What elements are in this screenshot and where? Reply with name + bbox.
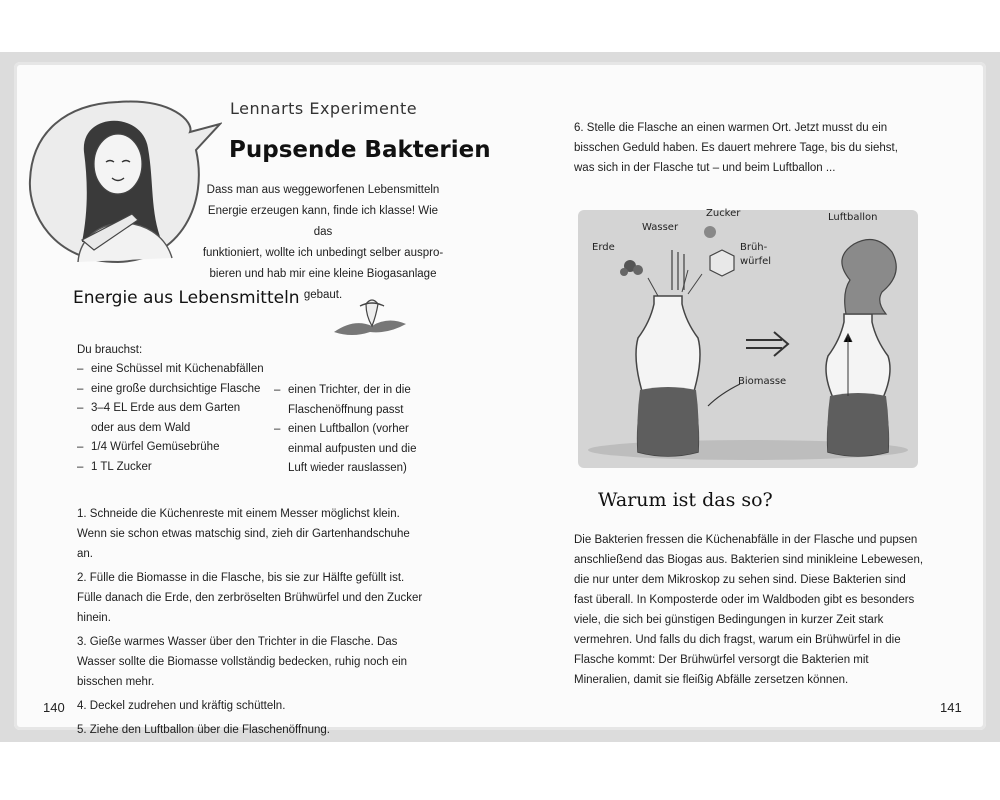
label-bruehwuerfel-2: würfel (740, 256, 772, 267)
step: 3. Gieße warmes Wasser über den Trichter in die Flasche. Das Wasser sollte die Biomasse vollständig bedecken, ruhig noch ein bisschen mehr. (77, 636, 408, 688)
bottle-illustration (578, 200, 918, 480)
label-biomasse: Biomasse (738, 376, 787, 387)
page-title: Pupsende Bakterien (229, 137, 491, 163)
materials-list-1 (77, 360, 267, 477)
section-heading-warum: Warum ist das so? (598, 489, 773, 511)
list-item: – 1/4 Würfel Gemüsebrühe (77, 438, 267, 458)
list-item: – eine große durchsichtige Flasche (77, 380, 267, 400)
speech-bubble-illustration (22, 92, 222, 272)
biomasse-fill (637, 387, 698, 456)
page-number-right: 141 (940, 700, 962, 715)
face-shape (94, 134, 142, 194)
label-wasser: Wasser (642, 222, 679, 233)
instruction-steps (77, 504, 427, 744)
step: 1. Schneide die Küchenreste mit einem Messer möglichst klein. Wenn sie schon etwas matschig sind, zieh dir Gartenhandschuhe an. (77, 508, 410, 560)
step: 5. Ziehe den Luftballon über die Flaschenöffnung. (77, 724, 330, 736)
series-title: Lennarts Experimente (230, 99, 418, 118)
step: 2. Fülle die Biomasse in die Flasche, bis sie zur Hälfte gefüllt ist. Fülle danach die Erde, den zerbröselten Brühwürfel und den Zucker hinein. (77, 572, 423, 624)
list-item: – einen Luftballon (vorher einmal aufpusten und die Luft wieder rauslassen) (274, 420, 434, 479)
list-item: – eine Schüssel mit Küchenabfällen (77, 360, 267, 380)
step-6: 6. Stelle die Flasche an einen warmen Ort. Jetzt musst du ein bisschen Geduld haben. Es dauert mehrere Tage, bis du siehst, was sich in der Flasche tut – und beim Luftballon ... (574, 122, 898, 174)
needs-label: Du brauchst: (77, 344, 143, 356)
list-item: – 3–4 EL Erde aus dem Garten oder aus dem Wald (77, 399, 267, 438)
label-erde: Erde (592, 242, 615, 253)
materials-list-2 (274, 381, 434, 479)
intro-text: Dass man aus weggeworfenen Lebensmitteln Energie erzeugen kann, finde ich klasse! Wie das funktioniert, wollte ich unbedingt selber auspro- bieren und hab mir eine kleine Biogasanlage gebaut. (202, 184, 444, 301)
explanation-text: Die Bakterien fressen die Küchenabfälle in der Flasche und pupsen anschließend das Biogas aus. Bakterien sind minikleine Lebewesen, die nur unter dem Mikroskop zu sehen sind. Diese Bakterien sind fast überall. In Komposterde oder im Waldboden gibt es besonders viele, die sich bei günstigen Bedingungen in kurzer Zeit stark vermehren. Und falls du dich fragst, warum ein Brühwürfel in die Flasche kommt: Der Brühwürfel versorgt die Bakterien mit Mineralien, damit sie fleißig Abfälle zersetzen können. (574, 534, 924, 686)
list-item: – einen Trichter, der in die Flaschenöffnung passt (274, 381, 434, 420)
step: 4. Deckel zudrehen und kräftig schütteln. (77, 700, 286, 712)
section-heading-energie: Energie aus Lebensmitteln (73, 288, 300, 308)
list-item: – 1 TL Zucker (77, 458, 267, 478)
page-number-left: 140 (43, 700, 65, 715)
food-scraps-icon (330, 292, 412, 348)
label-zucker: Zucker (706, 208, 741, 219)
label-bruehwuerfel-1: Brüh- (740, 242, 768, 253)
label-luftballon: Luftballon (828, 212, 878, 223)
